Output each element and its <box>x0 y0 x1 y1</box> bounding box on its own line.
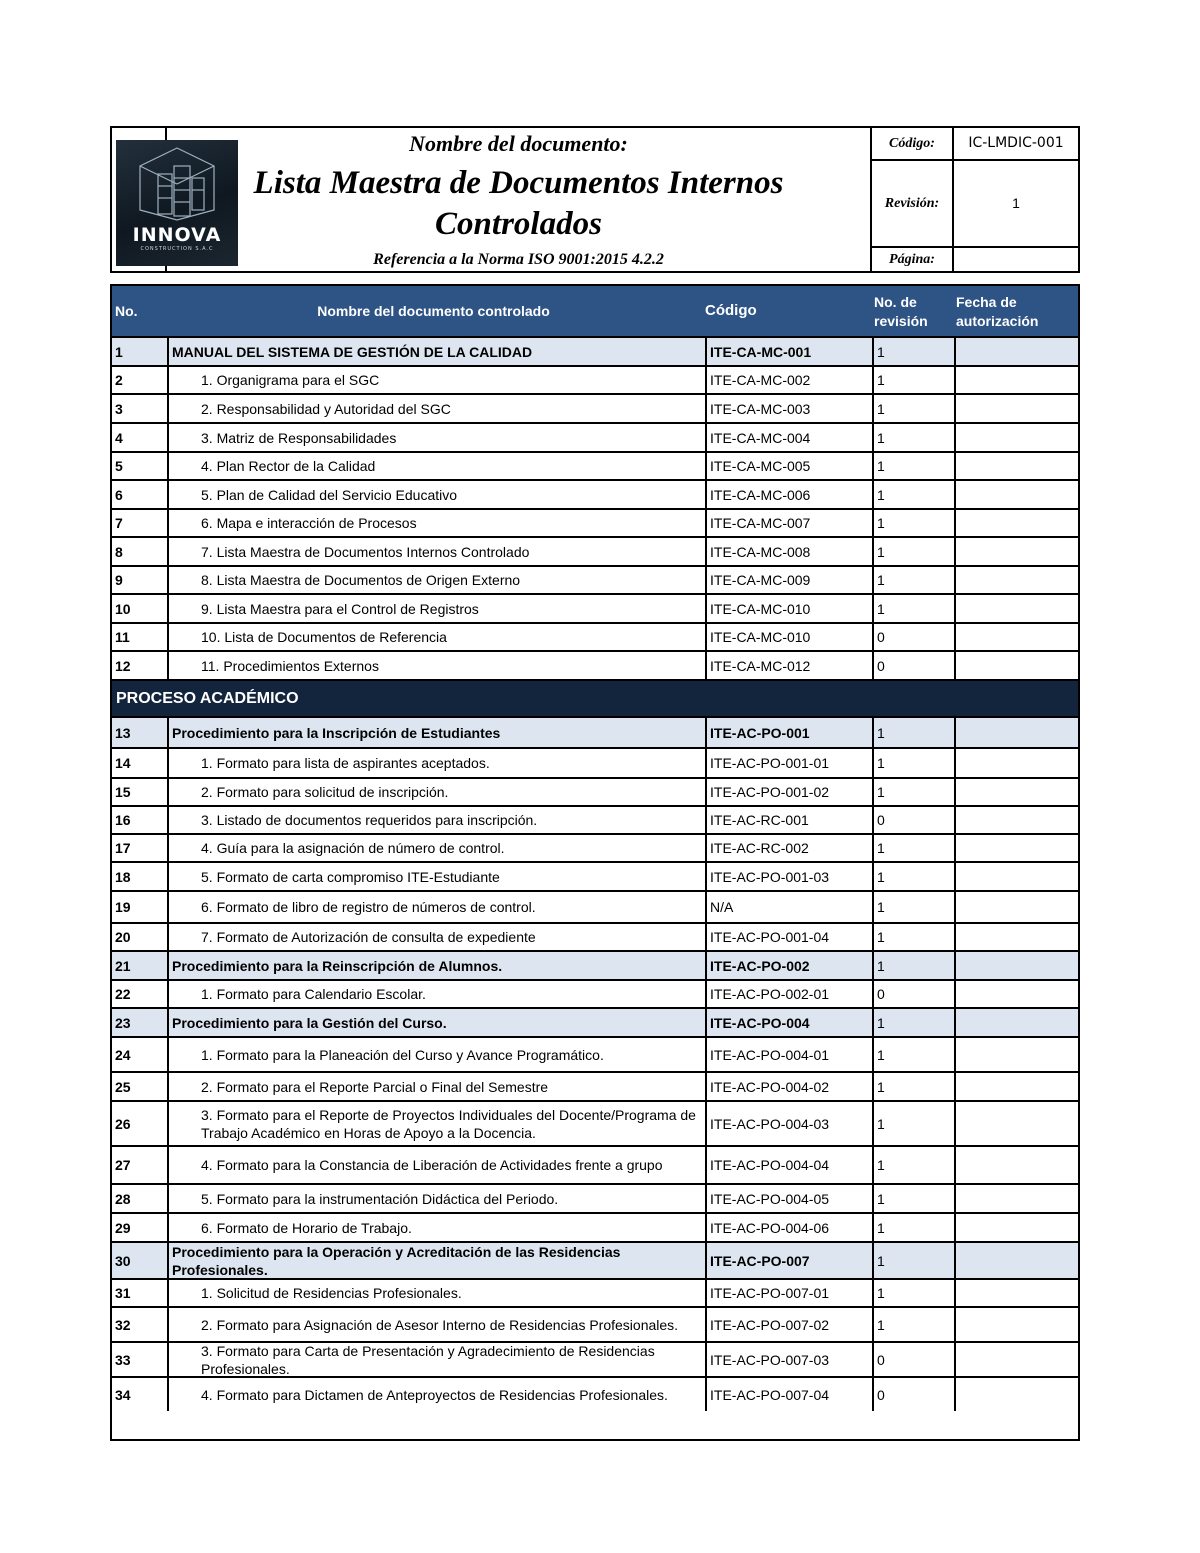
cell-authorization-date <box>954 510 1078 536</box>
cell-code: ITE-AC-PO-007 <box>705 1243 870 1278</box>
cell-number: 20 <box>115 929 131 945</box>
cell-number: 16 <box>115 812 131 828</box>
cell-code: ITE-AC-PO-002 <box>705 952 870 979</box>
cell-number: 2 <box>115 372 123 388</box>
cell-code: ITE-AC-PO-001-02 <box>705 779 870 805</box>
section-title: PROCESO ACADÉMICO <box>116 689 299 707</box>
cell-code: ITE-AC-PO-001-03 <box>705 863 870 890</box>
table-row <box>112 1100 1078 1145</box>
table-row <box>112 508 1078 536</box>
cell-revision: 1 <box>872 567 952 593</box>
cell-document-name: 3. Matriz de Responsabilidades <box>167 424 703 451</box>
cell-code: ITE-AC-RC-001 <box>705 807 870 833</box>
cell-authorization-date <box>954 1147 1078 1183</box>
table-row <box>112 1306 1078 1341</box>
table-row <box>112 716 1078 747</box>
cell-code: ITE-CA-MC-008 <box>705 538 870 565</box>
table-row <box>112 422 1078 451</box>
cell-code: ITE-CA-MC-007 <box>705 510 870 536</box>
cell-revision: 1 <box>872 1243 952 1278</box>
cell-number: 30 <box>115 1252 131 1269</box>
cell-number: 15 <box>115 784 131 800</box>
cell-authorization-date <box>954 807 1078 833</box>
cell-document-name: 6. Formato de Horario de Trabajo. <box>167 1214 703 1241</box>
cell-revision: 0 <box>872 1343 952 1376</box>
cell-document-name: 2. Responsabilidad y Autoridad del SGC <box>167 395 703 422</box>
cell-revision: 1 <box>872 510 952 536</box>
cell-number: 21 <box>115 957 131 974</box>
cell-document-name: 4. Formato para la Constancia de Liberación de Actividades frente a grupo <box>167 1147 703 1183</box>
cell-document-name: 1. Formato para Calendario Escolar. <box>167 981 703 1007</box>
cell-authorization-date <box>954 1343 1078 1376</box>
cell-revision: 0 <box>872 652 952 679</box>
cell-code: ITE-CA-MC-006 <box>705 481 870 508</box>
table-row <box>112 336 1078 365</box>
cell-code: ITE-AC-PO-001 <box>705 718 870 747</box>
table-row <box>112 1007 1078 1036</box>
cell-number: 26 <box>115 1115 131 1132</box>
cell-revision: 1 <box>872 924 952 950</box>
table-row <box>112 747 1078 777</box>
cell-revision: 1 <box>872 367 952 393</box>
cell-code: ITE-AC-PO-001-01 <box>705 749 870 777</box>
cell-number: 4 <box>115 429 123 446</box>
cell-document-name: 5. Formato de carta compromiso ITE-Estudiante <box>167 863 703 890</box>
column-header-date: Fecha de autorización <box>956 294 1039 329</box>
revision-label: Revisión: <box>884 196 940 211</box>
cell-authorization-date <box>954 863 1078 890</box>
cell-authorization-date <box>954 424 1078 451</box>
cell-authorization-date <box>954 1073 1078 1100</box>
cell-document-name: 10. Lista de Documentos de Referencia <box>167 624 703 650</box>
cell-document-name: 3. Formato para Carta de Presentación y Agradecimiento de Residencias Profesionales. <box>167 1343 703 1376</box>
cell-document-name: Procedimiento para la Operación y Acreditación de las Residencias Profesionales. <box>167 1243 703 1278</box>
cell-document-name: Procedimiento para la Inscripción de Estudiantes <box>167 718 703 747</box>
cell-document-name: 5. Formato para la instrumentación Didáctica del Periodo. <box>167 1185 703 1212</box>
cell-number: 14 <box>115 755 131 771</box>
cell-revision: 1 <box>872 749 952 777</box>
cell-number: 31 <box>115 1285 131 1301</box>
cell-authorization-date <box>954 1214 1078 1241</box>
table-row <box>112 890 1078 922</box>
cell-document-name: 7. Formato de Autorización de consulta de expediente <box>167 924 703 950</box>
cell-revision: 0 <box>872 1378 952 1411</box>
cell-authorization-date <box>954 718 1078 747</box>
logo-subtext: CONSTRUCTION S.A.C <box>140 246 214 252</box>
cell-revision: 1 <box>872 863 952 890</box>
table-row <box>112 861 1078 890</box>
cell-document-name: 11. Procedimientos Externos <box>167 652 703 679</box>
cell-number: 17 <box>115 840 131 856</box>
cell-code: ITE-AC-PO-004-02 <box>705 1073 870 1100</box>
cell-number: 1 <box>115 343 123 360</box>
cell-code: ITE-AC-PO-004-05 <box>705 1185 870 1212</box>
cell-document-name: 2. Formato para el Reporte Parcial o Final del Semestre <box>167 1073 703 1100</box>
cell-number: 9 <box>115 572 123 588</box>
cell-authorization-date <box>954 981 1078 1007</box>
cell-authorization-date <box>954 481 1078 508</box>
cell-revision: 1 <box>872 1073 952 1100</box>
cell-revision: 1 <box>872 481 952 508</box>
table-row <box>112 650 1078 679</box>
cell-number: 22 <box>115 986 131 1002</box>
cell-document-name: 6. Formato de libro de registro de números de control. <box>167 892 703 922</box>
cell-number: 13 <box>115 724 131 741</box>
cell-authorization-date <box>954 1243 1078 1278</box>
cell-document-name: 2. Formato para solicitud de inscripción. <box>167 779 703 805</box>
cell-revision: 1 <box>872 892 952 922</box>
cell-authorization-date <box>954 595 1078 622</box>
table-row <box>112 565 1078 593</box>
table-row <box>112 1071 1078 1100</box>
codigo-label: Código: <box>889 136 935 151</box>
cell-number: 23 <box>115 1014 131 1031</box>
table-row <box>112 622 1078 650</box>
cell-revision: 1 <box>872 1038 952 1071</box>
codigo-value: IC-LMDIC-001 <box>968 135 1064 151</box>
cell-revision: 1 <box>872 1185 952 1212</box>
cell-revision: 1 <box>872 952 952 979</box>
cell-revision: 0 <box>872 624 952 650</box>
table-row <box>112 1241 1078 1278</box>
cell-revision: 1 <box>872 395 952 422</box>
table-row <box>112 805 1078 833</box>
cell-document-name: MANUAL DEL SISTEMA DE GESTIÓN DE LA CALIDAD <box>167 338 703 365</box>
cell-number: 10 <box>115 600 131 617</box>
cell-code: ITE-CA-MC-005 <box>705 453 870 479</box>
cell-revision: 1 <box>872 1009 952 1036</box>
section-header-row <box>112 679 1078 716</box>
pagina-label: Página: <box>889 252 935 267</box>
cell-number: 33 <box>115 1351 131 1368</box>
document-name-label: Nombre del documento: <box>409 131 628 156</box>
cell-document-name: 5. Plan de Calidad del Servicio Educativo <box>167 481 703 508</box>
cell-authorization-date <box>954 1185 1078 1212</box>
logo-wordmark: INNOVA <box>132 224 222 246</box>
cell-document-name: 7. Lista Maestra de Documentos Internos Controlado <box>167 538 703 565</box>
cell-number: 5 <box>115 458 123 474</box>
cell-document-name: 9. Lista Maestra para el Control de Registros <box>167 595 703 622</box>
cell-number: 7 <box>115 515 123 531</box>
cell-authorization-date <box>954 1038 1078 1071</box>
table-row <box>112 1278 1078 1306</box>
cell-document-name: Procedimiento para la Gestión del Curso. <box>167 1009 703 1036</box>
cell-revision: 1 <box>872 338 952 365</box>
table-row <box>112 451 1078 479</box>
cell-revision: 1 <box>872 538 952 565</box>
cell-authorization-date <box>954 1009 1078 1036</box>
cell-code: ITE-CA-MC-003 <box>705 395 870 422</box>
cell-code: ITE-AC-PO-001-04 <box>705 924 870 950</box>
cell-revision: 1 <box>872 1102 952 1145</box>
cell-document-name: 1. Solicitud de Residencias Profesionales. <box>167 1280 703 1306</box>
cell-authorization-date <box>954 567 1078 593</box>
cell-code: ITE-CA-MC-002 <box>705 367 870 393</box>
table-row <box>112 833 1078 861</box>
cell-number: 19 <box>115 899 131 915</box>
cell-number: 12 <box>115 657 131 674</box>
documents-table <box>110 284 1080 1441</box>
cell-revision: 1 <box>872 835 952 861</box>
column-header-name: Nombre del documento controlado <box>317 303 550 319</box>
cell-document-name: 4. Plan Rector de la Calidad <box>167 453 703 479</box>
document-title-line1: Lista Maestra de Documentos Internos <box>253 165 784 201</box>
cell-authorization-date <box>954 453 1078 479</box>
cell-authorization-date <box>954 749 1078 777</box>
table-row <box>112 1212 1078 1241</box>
cell-document-name: 1. Formato para lista de aspirantes aceptados. <box>167 749 703 777</box>
cell-document-name: Procedimiento para la Reinscripción de Alumnos. <box>167 952 703 979</box>
cell-code: ITE-CA-MC-009 <box>705 567 870 593</box>
cell-authorization-date <box>954 952 1078 979</box>
cell-number: 24 <box>115 1046 131 1063</box>
cell-document-name: 8. Lista Maestra de Documentos de Origen Externo <box>167 567 703 593</box>
cell-authorization-date <box>954 624 1078 650</box>
table-row <box>112 1341 1078 1376</box>
cell-number: 25 <box>115 1078 131 1095</box>
cell-authorization-date <box>954 1378 1078 1411</box>
cell-authorization-date <box>954 538 1078 565</box>
cell-number: 3 <box>115 400 123 417</box>
cell-revision: 1 <box>872 1214 952 1241</box>
company-logo <box>116 140 238 266</box>
cell-code: ITE-CA-MC-004 <box>705 424 870 451</box>
cell-authorization-date <box>954 779 1078 805</box>
revision-value: 1 <box>1012 195 1020 211</box>
cell-code: ITE-AC-PO-002-01 <box>705 981 870 1007</box>
cell-authorization-date <box>954 892 1078 922</box>
document-title-line2: Controlados <box>435 206 602 242</box>
cell-code: ITE-AC-RC-002 <box>705 835 870 861</box>
cell-revision: 0 <box>872 807 952 833</box>
cell-authorization-date <box>954 1308 1078 1341</box>
document-header <box>110 126 1080 273</box>
table-row <box>112 479 1078 508</box>
cell-document-name: 4. Formato para Dictamen de Anteproyectos de Residencias Profesionales. <box>167 1378 703 1411</box>
cell-code: ITE-AC-PO-007-03 <box>705 1343 870 1376</box>
pagina-value <box>954 248 1078 271</box>
table-row <box>112 979 1078 1007</box>
cell-code: ITE-CA-MC-010 <box>705 624 870 650</box>
cell-revision: 1 <box>872 453 952 479</box>
cell-code: ITE-CA-MC-001 <box>705 338 870 365</box>
cell-document-name: 2. Formato para Asignación de Asesor Interno de Residencias Profesionales. <box>167 1308 703 1341</box>
table-row <box>112 536 1078 565</box>
table-header-row <box>112 286 1078 336</box>
cell-authorization-date <box>954 1102 1078 1145</box>
cell-code: ITE-AC-PO-007-04 <box>705 1378 870 1411</box>
cell-authorization-date <box>954 1280 1078 1306</box>
cell-number: 34 <box>115 1386 131 1403</box>
cell-revision: 1 <box>872 779 952 805</box>
cell-revision: 0 <box>872 981 952 1007</box>
table-row <box>112 777 1078 805</box>
cell-code: N/A <box>705 892 870 922</box>
cell-code: ITE-AC-PO-004-04 <box>705 1147 870 1183</box>
cell-code: ITE-AC-PO-004-01 <box>705 1038 870 1071</box>
cell-document-name: 3. Listado de documentos requeridos para inscripción. <box>167 807 703 833</box>
cell-document-name: 1. Organigrama para el SGC <box>167 367 703 393</box>
cell-authorization-date <box>954 652 1078 679</box>
cell-code: ITE-AC-PO-004-06 <box>705 1214 870 1241</box>
cell-number: 18 <box>115 868 131 885</box>
cell-revision: 1 <box>872 1280 952 1306</box>
cell-code: ITE-CA-MC-010 <box>705 595 870 622</box>
cell-revision: 1 <box>872 1308 952 1341</box>
table-row <box>112 1183 1078 1212</box>
cell-document-name: 1. Formato para la Planeación del Curso y Avance Programático. <box>167 1038 703 1071</box>
table-row <box>112 393 1078 422</box>
cell-authorization-date <box>954 924 1078 950</box>
cell-revision: 1 <box>872 1147 952 1183</box>
norm-reference: Referencia a la Norma ISO 9001:2015 4.2.2 <box>373 251 664 268</box>
cell-authorization-date <box>954 338 1078 365</box>
cell-revision: 1 <box>872 424 952 451</box>
cell-number: 8 <box>115 543 123 560</box>
cell-authorization-date <box>954 835 1078 861</box>
cell-number: 27 <box>115 1157 131 1173</box>
table-row <box>112 593 1078 622</box>
cell-document-name: 4. Guía para la asignación de número de control. <box>167 835 703 861</box>
column-header-code: Código <box>705 302 757 319</box>
cell-code: ITE-AC-PO-004 <box>705 1009 870 1036</box>
cell-document-name: 6. Mapa e interacción de Procesos <box>167 510 703 536</box>
table-row <box>112 1376 1078 1411</box>
cell-document-name: 3. Formato para el Reporte de Proyectos Individuales del Docente/Programa de Trabajo Académico en Horas de Apoyo a la Docencia. <box>167 1102 703 1145</box>
cell-code: ITE-AC-PO-007-02 <box>705 1308 870 1341</box>
column-header-revision: No. de revisión <box>874 294 928 329</box>
cell-revision: 1 <box>872 595 952 622</box>
cell-code: ITE-AC-PO-007-01 <box>705 1280 870 1306</box>
table-row <box>112 365 1078 393</box>
table-row <box>112 950 1078 979</box>
cell-number: 6 <box>115 486 123 503</box>
cell-revision: 1 <box>872 718 952 747</box>
table-row <box>112 922 1078 950</box>
cell-number: 32 <box>115 1316 131 1333</box>
table-row <box>112 1145 1078 1183</box>
cell-code: ITE-AC-PO-004-03 <box>705 1102 870 1145</box>
table-row <box>112 1036 1078 1071</box>
cell-number: 29 <box>115 1219 131 1236</box>
column-header-no: No. <box>115 303 138 319</box>
cell-code: ITE-CA-MC-012 <box>705 652 870 679</box>
cell-authorization-date <box>954 367 1078 393</box>
cell-number: 28 <box>115 1190 131 1207</box>
cell-authorization-date <box>954 395 1078 422</box>
cell-number: 11 <box>115 629 130 645</box>
